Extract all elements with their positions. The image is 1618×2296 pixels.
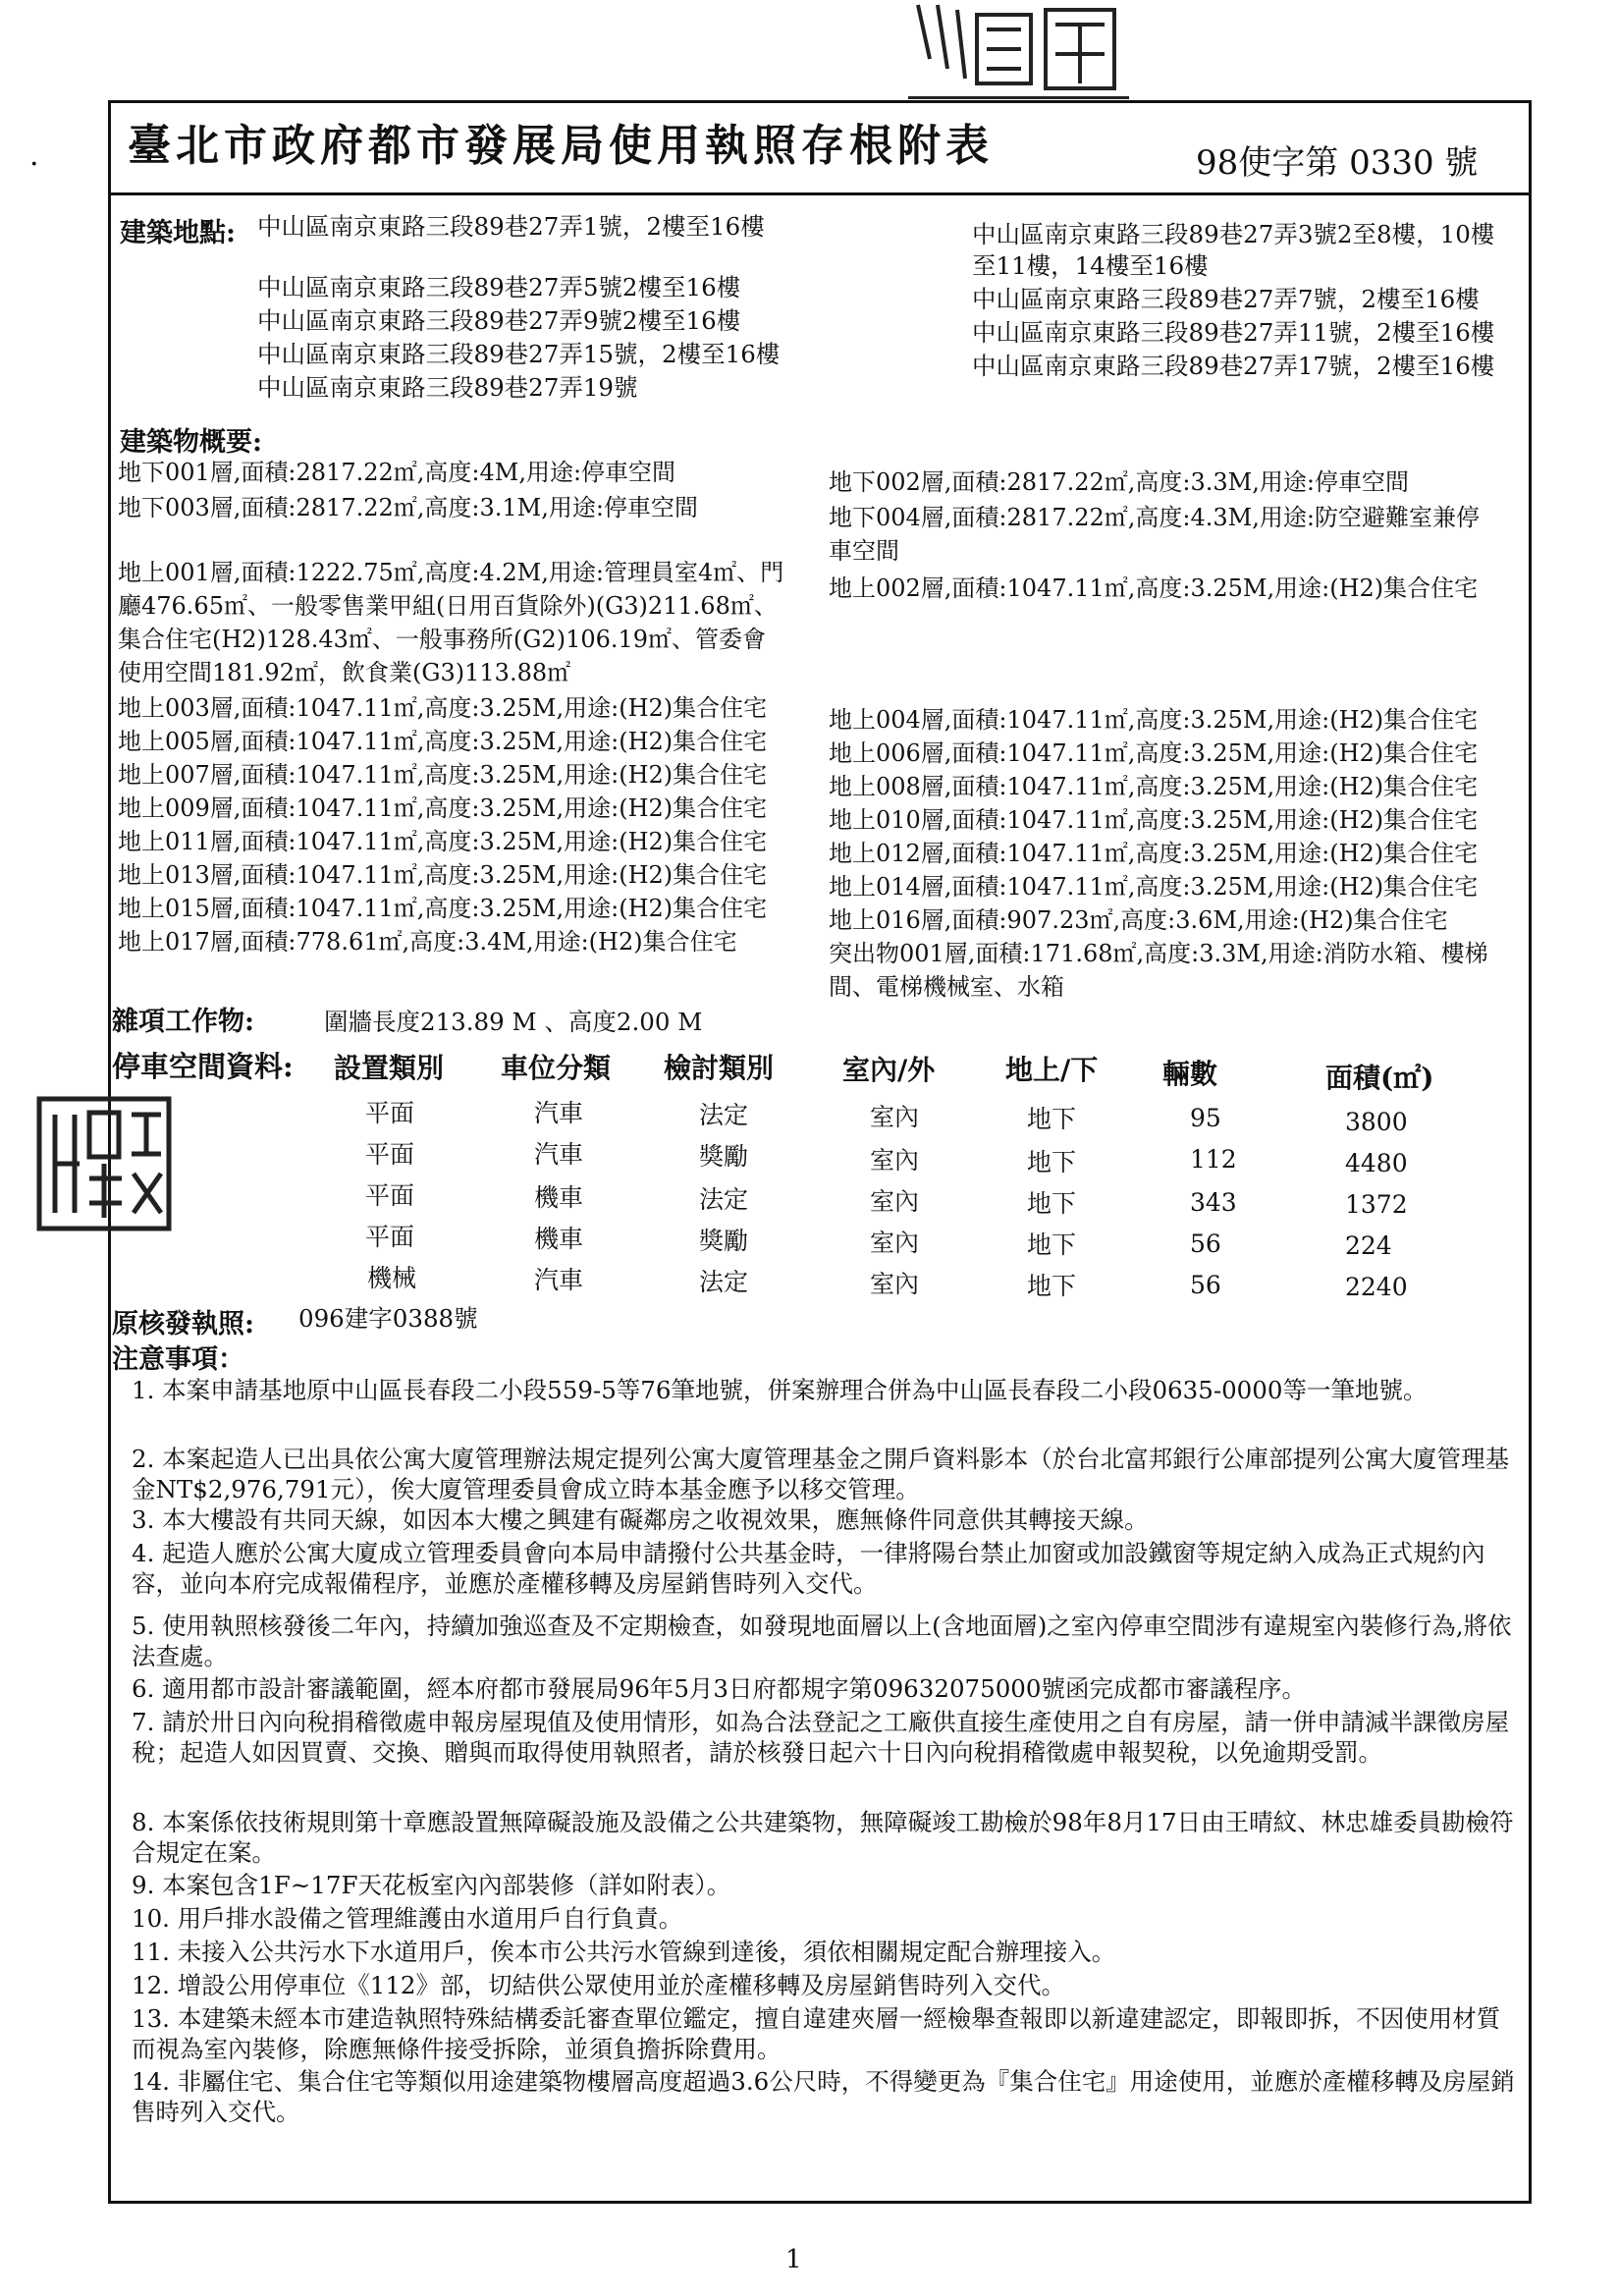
note-item: 10. 用戶排水設備之管理維護由水道用戶自行負責。 <box>132 1904 683 1933</box>
note-item: 4. 起造人應於公寓大廈成立管理委員會向本局申請撥付公共基金時，一律將陽台禁止加窗或加設鐵窗等規定納入成為正式規約內容，並向本府完成報備程序，並應於產權移轉及房屋銷售時列入交代。 <box>132 1539 1485 1598</box>
parking-cell: 獎勵 <box>699 1227 749 1255</box>
parking-cell: 法定 <box>699 1101 749 1129</box>
parking-cell: 機械 <box>367 1264 417 1292</box>
parking-header: 車位分類 <box>501 1052 612 1084</box>
parking-header: 地上/下 <box>1005 1054 1099 1086</box>
document-number: 98使字第 0330 號 <box>1196 143 1479 183</box>
margin-mark: · <box>29 147 39 182</box>
parking-cell: 1372 <box>1345 1190 1408 1219</box>
note-item: 2. 本案起造人已出具依公寓大廈管理辦法規定提列公寓大廈管理基金之開戶資料影本（於台北富邦銀行公庫部提列公寓大廈管理基金NT$2,976,791元），俟大廈管理委員會成立時本基金應予以移交管理。 <box>132 1445 1510 1503</box>
parking-cell: 平面 <box>365 1181 415 1210</box>
note-item: 13. 本建築未經本市建造執照特殊結構委託審查單位鑑定，擅自違建夾層一經檢舉查報即以新違建認定，即報即拆，不因使用材質而視為室內裝修，除應無條件接受拆除，並須負擔拆除費用。 <box>132 2004 1501 2063</box>
parking-cell: 2240 <box>1345 1273 1408 1301</box>
parking-cell: 機車 <box>534 1183 584 1212</box>
parking-cell: 室內 <box>870 1103 920 1131</box>
parking-cell: 汽車 <box>534 1140 584 1169</box>
floor-line: 地上015層,面積:1047.11㎡,高度:3.25M,用途:(H2)集合住宅 <box>118 895 768 922</box>
floor-line: 地上010層,面積:1047.11㎡,高度:3.25M,用途:(H2)集合住宅 <box>829 806 1479 834</box>
address-line: 至11樓，14樓至16樓 <box>972 251 1209 280</box>
address-line: 中山區南京東路三段89巷27弄7號，2樓至16樓 <box>972 285 1480 313</box>
parking-cell: 汽車 <box>534 1266 584 1294</box>
parking-header: 檢討類別 <box>664 1052 775 1084</box>
parking-cell: 4480 <box>1345 1149 1408 1177</box>
floor-line: 地上004層,面積:1047.11㎡,高度:3.25M,用途:(H2)集合住宅 <box>829 706 1479 734</box>
floor-line: 地上007層,面積:1047.11㎡,高度:3.25M,用途:(H2)集合住宅 <box>118 761 768 789</box>
address-line: 中山區南京東路三段89巷27弄1號，2樓至16樓 <box>257 212 765 241</box>
parking-header: 輛數 <box>1162 1058 1218 1090</box>
address-line: 中山區南京東路三段89巷27弄5號2樓至16樓 <box>257 273 741 301</box>
note-item: 11. 未接入公共污水下水道用戶，俟本市公共污水管線到達後，須依相關規定配合辦理接入。 <box>132 1938 1116 1966</box>
parking-cell: 95 <box>1190 1104 1221 1132</box>
note-item: 1. 本案申請基地原中山區長春段二小段559-5等76筆地號，併案辦理合併為中山區長春段二小段0635-0000等一筆地號。 <box>132 1376 1428 1404</box>
parking-header: 設置類別 <box>334 1052 445 1084</box>
parking-cell: 室內 <box>870 1187 920 1216</box>
document-title: 臺北市政府都市發展局使用執照存根附表 <box>128 121 994 171</box>
floor-line: 廳476.65㎡、一般零售業甲組(日用百貨除外)(G3)211.68㎡、 <box>118 592 778 620</box>
misc-value: 圍牆長度213.89 M 、高度2.00 M <box>324 1008 703 1036</box>
floor-line: 地上001層,面積:1222.75㎡,高度:4.2M,用途:管理員室4㎡、門 <box>118 559 784 586</box>
parking-header: 面積(㎡) <box>1325 1062 1434 1094</box>
note-item: 12. 增設公用停車位《112》部，切結供公眾使用並於產權移轉及房屋銷售時列入交代。 <box>132 1971 1066 1999</box>
parking-cell: 地下 <box>1027 1148 1077 1176</box>
floor-line: 地上011層,面積:1047.11㎡,高度:3.25M,用途:(H2)集合住宅 <box>118 828 768 855</box>
address-line: 中山區南京東路三段89巷27弄17號，2樓至16樓 <box>972 352 1495 380</box>
parking-cell: 地下 <box>1027 1189 1077 1218</box>
note-item: 3. 本大樓設有共同天線，如因本大樓之興建有礙鄰房之收視效果，應無條件同意供其轉接天線。 <box>132 1505 1149 1534</box>
parking-cell: 平面 <box>365 1140 415 1169</box>
parking-cell: 56 <box>1190 1230 1221 1258</box>
parking-cell: 獎勵 <box>699 1142 749 1171</box>
floor-line: 使用空間181.92㎡，飲食業(G3)113.88㎡ <box>118 659 571 686</box>
overview-label: 建築物概要: <box>120 427 262 458</box>
parking-cell: 112 <box>1190 1145 1237 1174</box>
note-item: 14. 非屬住宅、集合住宅等類似用途建築物樓層高度超過3.6公尺時，不得變更為『集合住宅』用途使用，並應於產權移轉及房屋銷售時列入交代。 <box>132 2067 1515 2126</box>
page-number: 1 <box>785 2245 802 2274</box>
parking-cell: 3800 <box>1345 1108 1408 1136</box>
floor-line: 集合住宅(H2)128.43㎡、一般事務所(G2)106.19㎡、管委會 <box>118 626 767 653</box>
title-divider <box>110 192 1530 195</box>
floor-line: 地上017層,面積:778.61㎡,高度:3.4M,用途:(H2)集合住宅 <box>118 928 737 956</box>
floor-line: 車空間 <box>829 537 899 565</box>
top-seal-stamp <box>908 0 1129 99</box>
note-item: 7. 請於卅日內向稅捐稽徵處申報房屋現值及使用情形，如為合法登記之工廠供直接生產使用之自有房屋，請一併申請減半課徵房屋稅；起造人如因買賣、交換、贈與而取得使用執照者，請於核發日起六十日內向稅捐稽徵處申報契稅，以免逾期受罰。 <box>132 1708 1510 1767</box>
original-permit-value: 096建字0388號 <box>298 1304 478 1333</box>
note-item: 9. 本案包含1F~17F天花板室內內部裝修（詳如附表）。 <box>132 1871 731 1899</box>
floor-line: 地上003層,面積:1047.11㎡,高度:3.25M,用途:(H2)集合住宅 <box>118 694 768 722</box>
address-label: 建築地點: <box>120 218 236 248</box>
original-permit-label: 原核發執照: <box>112 1309 254 1339</box>
parking-cell: 343 <box>1190 1188 1237 1217</box>
parking-header: 室內/外 <box>842 1054 936 1086</box>
side-seal-stamp <box>35 1095 173 1232</box>
floor-line: 地上006層,面積:1047.11㎡,高度:3.25M,用途:(H2)集合住宅 <box>829 739 1479 767</box>
address-line: 中山區南京東路三段89巷27弄9號2樓至16樓 <box>257 306 741 335</box>
note-item: 6. 適用都市設計審議範圍，經本府都市發展局96年5月3日府都規字第09632075000號函完成都市審議程序。 <box>132 1674 1306 1703</box>
floor-line: 地上013層,面積:1047.11㎡,高度:3.25M,用途:(H2)集合住宅 <box>118 861 768 889</box>
note-item: 8. 本案係依技術規則第十章應設置無障礙設施及設備之公共建築物，無障礙竣工勘檢於98年8月17日由王晴紋、林忠雄委員勘檢符合規定在案。 <box>132 1808 1514 1867</box>
floor-line: 地下003層,面積:2817.22㎡,高度:3.1M,用途:停車空間 <box>118 494 698 521</box>
address-line: 中山區南京東路三段89巷27弄11號，2樓至16樓 <box>972 318 1495 347</box>
parking-cell: 地下 <box>1027 1272 1077 1300</box>
parking-cell: 室內 <box>870 1146 920 1175</box>
address-line: 中山區南京東路三段89巷27弄19號 <box>257 373 638 402</box>
floor-line: 地上002層,面積:1047.11㎡,高度:3.25M,用途:(H2)集合住宅 <box>829 574 1479 602</box>
floor-line: 地下002層,面積:2817.22㎡,高度:3.3M,用途:停車空間 <box>829 468 1409 496</box>
parking-cell: 地下 <box>1027 1230 1077 1259</box>
floor-line: 地上005層,面積:1047.11㎡,高度:3.25M,用途:(H2)集合住宅 <box>118 728 768 755</box>
parking-cell: 法定 <box>699 1268 749 1296</box>
floor-line: 地下004層,面積:2817.22㎡,高度:4.3M,用途:防空避難室兼停 <box>829 504 1480 531</box>
floor-line: 地上012層,面積:1047.11㎡,高度:3.25M,用途:(H2)集合住宅 <box>829 840 1479 867</box>
parking-cell: 平面 <box>365 1223 415 1251</box>
floor-line: 地上016層,面積:907.23㎡,高度:3.6M,用途:(H2)集合住宅 <box>829 906 1448 934</box>
parking-cell: 地下 <box>1027 1105 1077 1133</box>
parking-cell: 平面 <box>365 1099 415 1127</box>
parking-cell: 56 <box>1190 1271 1221 1299</box>
misc-label: 雜項工作物: <box>112 1007 254 1037</box>
note-item: 5. 使用執照核發後二年內，持續加強巡查及不定期檢查，如發現地面層以上(含地面層)之室內停車空間涉有違規室內裝修行為,將依法查處。 <box>132 1612 1512 1670</box>
floor-line: 間、電梯機械室、水箱 <box>829 973 1064 1001</box>
parking-cell: 224 <box>1345 1231 1392 1260</box>
floor-line: 地下001層,面積:2817.22㎡,高度:4M,用途:停車空間 <box>118 459 676 486</box>
notes-label: 注意事項： <box>112 1344 244 1375</box>
parking-label: 停車空間資料: <box>112 1050 294 1083</box>
address-line: 中山區南京東路三段89巷27弄3號2至8樓，10樓 <box>972 220 1495 248</box>
floor-line: 突出物001層,面積:171.68㎡,高度:3.3M,用途:消防水箱、樓梯 <box>829 940 1488 967</box>
parking-cell: 機車 <box>534 1225 584 1253</box>
parking-cell: 室內 <box>870 1270 920 1298</box>
parking-cell: 汽車 <box>534 1099 584 1127</box>
floor-line: 地上008層,面積:1047.11㎡,高度:3.25M,用途:(H2)集合住宅 <box>829 773 1479 800</box>
address-line: 中山區南京東路三段89巷27弄15號，2樓至16樓 <box>257 340 781 368</box>
floor-line: 地上014層,面積:1047.11㎡,高度:3.25M,用途:(H2)集合住宅 <box>829 873 1479 901</box>
parking-cell: 室內 <box>870 1229 920 1257</box>
floor-line: 地上009層,面積:1047.11㎡,高度:3.25M,用途:(H2)集合住宅 <box>118 794 768 822</box>
parking-cell: 法定 <box>699 1185 749 1214</box>
